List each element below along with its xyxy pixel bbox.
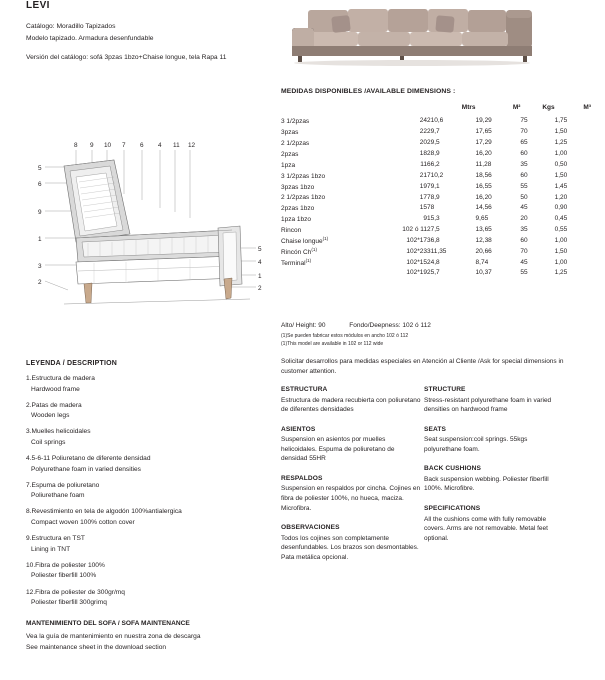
cell-mm: 102 ó 112 [402, 226, 431, 234]
cell-mm: 102*233 [406, 248, 431, 256]
cell-mtr: 8,9 [430, 193, 440, 201]
cell-m3: 1,00 [554, 259, 568, 267]
spec-group [281, 524, 421, 562]
cell-label: 3 1/2pzas [281, 118, 310, 126]
spec-group [281, 426, 421, 464]
cell-m2: 17,29 [475, 138, 492, 146]
spec-group [281, 386, 421, 415]
cell-mm: 217 [419, 171, 431, 179]
legend-item-en: Hardwood frame [31, 385, 80, 393]
svg-text:5: 5 [38, 165, 42, 172]
cell-label: Chaise longue [281, 238, 323, 246]
legend-block [26, 360, 276, 653]
cell-m2: 19,29 [475, 116, 492, 124]
cell-note: (1) [311, 247, 317, 253]
cell-mtr: 5,3 [430, 215, 440, 223]
cell-label: Rincón Ch [281, 249, 312, 257]
cell-kgs: 50 [520, 193, 528, 201]
cell-m3: 1,25 [554, 138, 568, 146]
cell-m3: 0,45 [554, 215, 568, 223]
cell-m2: 16,20 [475, 149, 492, 157]
legend-item [26, 507, 276, 528]
spec-group [424, 465, 564, 494]
spec-group [424, 426, 564, 455]
cell-m2: 16,20 [475, 193, 492, 201]
cell-kgs: 35 [520, 226, 528, 234]
table-row [281, 159, 591, 170]
legend-item [26, 454, 276, 475]
table-header-row [281, 104, 591, 115]
cell-kgs: 45 [520, 204, 528, 212]
cell-m3: 0,50 [554, 160, 568, 168]
col-mtrs: Mtrs [461, 104, 476, 111]
cell-label: 3pzas [281, 128, 299, 136]
svg-text:8: 8 [74, 142, 78, 149]
height-label: Alto/ Height: 90 [281, 322, 326, 329]
table-row [281, 257, 591, 268]
col-m2: M² [512, 104, 521, 111]
cell-note: (1) [322, 236, 329, 242]
cell-m2: 9,65 [475, 215, 489, 223]
legend-item-es: 2.Patas de madera [26, 401, 82, 409]
cell-mtr: 10,2 [430, 171, 444, 179]
spec-heading: SPECIFICATIONS [424, 505, 481, 513]
legend-item-en: Wooden legs [31, 412, 70, 420]
cell-mm: 102*173 [406, 237, 431, 245]
cell-label: 1pza [281, 161, 296, 169]
cell-mm: 177 [419, 193, 431, 201]
col-module [281, 104, 384, 115]
spec-heading: SEATS [424, 425, 446, 433]
spec-body: Todos los cojines son completamente desenfundables. Los brazos son desmontables. Pata metálica opcional. [281, 534, 419, 561]
special-dimensions-note: Solicitar desarrollos para medidas especiales en Atención al Cliente /Ask for special dimensions in customer attention. [281, 358, 564, 375]
cell-mm: 242 [419, 116, 431, 124]
svg-text:5: 5 [258, 246, 262, 253]
cell-kgs: 55 [520, 182, 528, 190]
cell-mm: 102*152 [406, 259, 431, 267]
cell-m3: 1,50 [554, 171, 568, 179]
maintenance-text-es: Vea la guía de mantenimiento en nuestra zona de descarga [26, 633, 201, 641]
svg-text:9: 9 [38, 209, 42, 216]
svg-text:2: 2 [38, 279, 42, 286]
legend-item-es: 8.Revestimiento en tela de algodón 100%antialergica [26, 508, 182, 516]
cell-mtr: 8 [430, 204, 435, 212]
spec-group [424, 505, 564, 543]
legend-item-es: 7.Espuma de poliuretano [26, 481, 100, 489]
spec-heading: ESTRUCTURA [281, 386, 328, 393]
cell-label: 2pzas 1bzo [281, 205, 315, 213]
deepness-label: Fondo/Deepness: 102 ó 112 [349, 322, 431, 329]
maintenance-title: MANTENIMIENTO DEL SOFA / SOFA MAINTENANCE [26, 619, 190, 627]
spec-body: Suspension en asientos por muelles helicoidales. Espuma de poliuretano de densidad 55HR [281, 436, 395, 463]
technical-section-drawing [18, 138, 273, 353]
table-row [281, 203, 591, 214]
cell-m2: 13,65 [475, 226, 492, 234]
table-row [281, 170, 591, 181]
cell-mtr: 9,7 [430, 127, 440, 135]
cell-m3: 0,55 [554, 226, 568, 234]
model-label: Modelo tapizado. Armadura desenfundable [26, 34, 154, 42]
cell-note: (1) [305, 258, 312, 264]
cell-m2: 14,56 [475, 204, 492, 212]
svg-text:9: 9 [90, 142, 94, 149]
legend-item [26, 374, 276, 395]
table-row [281, 268, 591, 277]
table-row [281, 246, 591, 257]
cell-m2: 18,56 [475, 171, 492, 179]
cell-kgs: 45 [520, 259, 528, 267]
footnote-2: (1)This model are available in 102 or 112 wide [281, 341, 384, 347]
table-row [281, 192, 591, 203]
legend-item-en: Compact woven 100% cotton cover [31, 519, 135, 527]
cell-label: Terminal [281, 260, 306, 268]
cell-kgs: 35 [520, 160, 528, 168]
spec-body: Back suspension webbing. Poliester fiberfill 100%. Microfibre. [424, 475, 549, 493]
svg-text:6: 6 [38, 181, 42, 188]
cell-label: 3 1/2pzas 1bzo [281, 172, 326, 180]
legend-item [26, 561, 276, 582]
cell-m3: 1,20 [554, 193, 568, 201]
spec-body: Estructura de madera recubierta con poliuretano de diferentes densidades [281, 396, 421, 414]
cell-kgs: 60 [520, 237, 528, 245]
svg-text:3: 3 [38, 263, 42, 270]
cell-mm: 182 [419, 149, 431, 157]
cell-m3: 0,90 [554, 204, 568, 212]
cell-kgs: 65 [520, 138, 528, 146]
cell-label: 2pzas [281, 150, 299, 158]
legend-item [26, 401, 276, 422]
cell-m3: 1,50 [554, 248, 568, 256]
cell-m3: 1,75 [554, 116, 568, 124]
cell-mtr: 4,8 [430, 259, 440, 267]
cell-m3: 1,00 [554, 149, 568, 157]
cell-mtr: 6,2 [430, 160, 440, 168]
legend-item [26, 588, 276, 609]
cell-label: 2 1/2pzas [281, 139, 310, 147]
legend-item [26, 427, 276, 448]
cell-mtr: 7,5 [430, 226, 440, 234]
svg-text:4: 4 [158, 142, 162, 149]
cell-m2: 17,65 [475, 127, 492, 135]
spec-body: Stress-resistant polyurethane foam in varied densities on hardwood frame [424, 396, 552, 414]
legend-item-es: 4.5-6-11 Poliuretano de diferente densidad [26, 455, 151, 463]
cell-kgs: 20 [520, 215, 528, 223]
cell-mm: 222 [419, 127, 431, 135]
cell-mtr: 10,6 [430, 116, 444, 124]
legend-item-en: Poliurethane foam [31, 492, 85, 500]
svg-text:12: 12 [188, 142, 196, 149]
table-row [281, 213, 591, 224]
cell-m2: 11,28 [475, 160, 492, 168]
cell-label: 1pza 1bzo [281, 216, 311, 224]
page-title: LEVI [26, 0, 50, 11]
product-photo [280, 2, 565, 72]
cell-mtr: 9,5 [430, 138, 440, 146]
cell-mtr: 8,9 [430, 149, 440, 157]
left-column [26, 0, 271, 64]
spec-heading: BACK CUSHIONS [424, 465, 481, 473]
legend-item-es: 10.Fibra de poliester 100% [26, 561, 105, 569]
table-row [281, 235, 591, 246]
cell-kgs: 60 [520, 171, 528, 179]
cell-m2: 10,37 [475, 269, 492, 277]
cell-mm: 102*192 [406, 269, 431, 277]
spec-heading: ASIENTOS [281, 425, 316, 433]
cell-mtr: 5,7 [430, 269, 440, 277]
cell-mm: 157 [419, 204, 431, 212]
svg-text:2: 2 [258, 285, 262, 292]
cell-label: Rincon [281, 227, 302, 235]
cell-m2: 16,55 [475, 182, 492, 190]
footnote-1: (1)Se pueden fabricar estos módulos en ancho 102 ó 112 [281, 333, 409, 339]
spec-heading: OBSERVACIONES [281, 524, 340, 532]
svg-text:7: 7 [122, 142, 126, 149]
height-depth-line [281, 322, 431, 329]
spec-group [281, 475, 421, 513]
cell-label: 2 1/2pzas 1bzo [281, 194, 326, 202]
table-row [281, 148, 591, 159]
cell-m2: 20,66 [475, 248, 492, 256]
cell-mtr: 11,35 [430, 248, 447, 256]
legend-item [26, 481, 276, 502]
cell-kgs: 70 [520, 127, 528, 135]
cell-m3: 1,00 [554, 237, 568, 245]
catalog-label: Catálogo: Moradillo Tapizados [26, 23, 116, 30]
cell-m3: 1,45 [554, 182, 568, 190]
table-row [281, 126, 591, 137]
version-label: Versión del catálogo: sofá 3pzas 1bzo+Chaise longue, tela Rapa 11 [26, 54, 227, 61]
svg-text:6: 6 [140, 142, 144, 149]
dimensions-table [281, 104, 591, 277]
cell-mm: 91 [423, 215, 431, 223]
cell-mm: 116 [420, 160, 431, 168]
svg-text:1: 1 [258, 273, 262, 280]
maintenance-block [26, 619, 276, 654]
legend-item-es: 1.Estructura de madera [26, 375, 95, 382]
col-kgs: Kgs [542, 104, 555, 111]
dimensions-title: MEDIDAS DISPONIBLES /AVAILABLE DIMENSIONS : [281, 88, 456, 95]
cell-m3: 1,25 [554, 269, 568, 277]
spec-heading: STRUCTURE [424, 386, 466, 393]
cell-mm: 202 [419, 138, 431, 146]
legend-item-en: Lining in TNT [31, 545, 71, 553]
legend-item [26, 534, 276, 555]
legend-item-es: 3.Muelles helicoidales [26, 428, 91, 436]
col-m3: M³ [583, 104, 591, 111]
table-row [281, 181, 591, 192]
legend-title: LEYENDA / DESCRIPTION [26, 360, 118, 367]
cell-kgs: 60 [520, 149, 528, 157]
cell-m2: 12,38 [475, 237, 492, 245]
cell-kgs: 75 [520, 116, 528, 124]
spec-body: Suspension en respaldos por cincha. Cojines en fibra de poliester 100%, no hueca, maciza. Microfibra. [281, 485, 421, 512]
cell-mtr: 9,1 [430, 182, 440, 190]
table-row [281, 137, 591, 148]
cell-mm: 197 [419, 182, 431, 190]
spec-heading: RESPALDOS [281, 474, 323, 482]
spec-body: Seat suspension:coil springs. 55kgs polyurethane foam. [424, 436, 528, 453]
maintenance-text-en: See maintenance sheet in the download section [26, 643, 167, 651]
table-row [281, 224, 591, 235]
svg-text:1: 1 [38, 236, 42, 243]
col-width [384, 104, 431, 115]
cell-m2: 8,74 [475, 259, 489, 267]
cell-kgs: 55 [520, 269, 528, 277]
spec-group [424, 386, 564, 415]
legend-item-en: Poliester fiberfill 300grimq [31, 599, 107, 607]
legend-item-en: Coil springs [31, 438, 66, 446]
cell-m3: 1,50 [554, 127, 568, 135]
svg-text:11: 11 [173, 142, 180, 149]
svg-text:4: 4 [258, 259, 262, 266]
svg-text:10: 10 [104, 142, 112, 149]
cell-label: 3pzas 1bzo [281, 183, 315, 191]
spec-body: All the cushions come with fully removable covers. Arms are not removable. Metal feet optional. [424, 515, 548, 542]
legend-item-es: 12.Fibra de poliester de 300gr/mq [26, 588, 125, 596]
legend-item-es: 9.Estructura en TST [26, 535, 85, 543]
legend-item-en: Poliester fiberfill 100% [31, 572, 97, 580]
cell-mtr: 6,8 [430, 237, 440, 245]
table-footnotes [281, 332, 408, 348]
spec-column-es [281, 386, 421, 574]
table-row [281, 115, 591, 126]
cell-kgs: 70 [520, 248, 528, 256]
spec-column-en [424, 386, 564, 554]
legend-item-en: Polyurethane foam in varied densities [31, 465, 141, 473]
